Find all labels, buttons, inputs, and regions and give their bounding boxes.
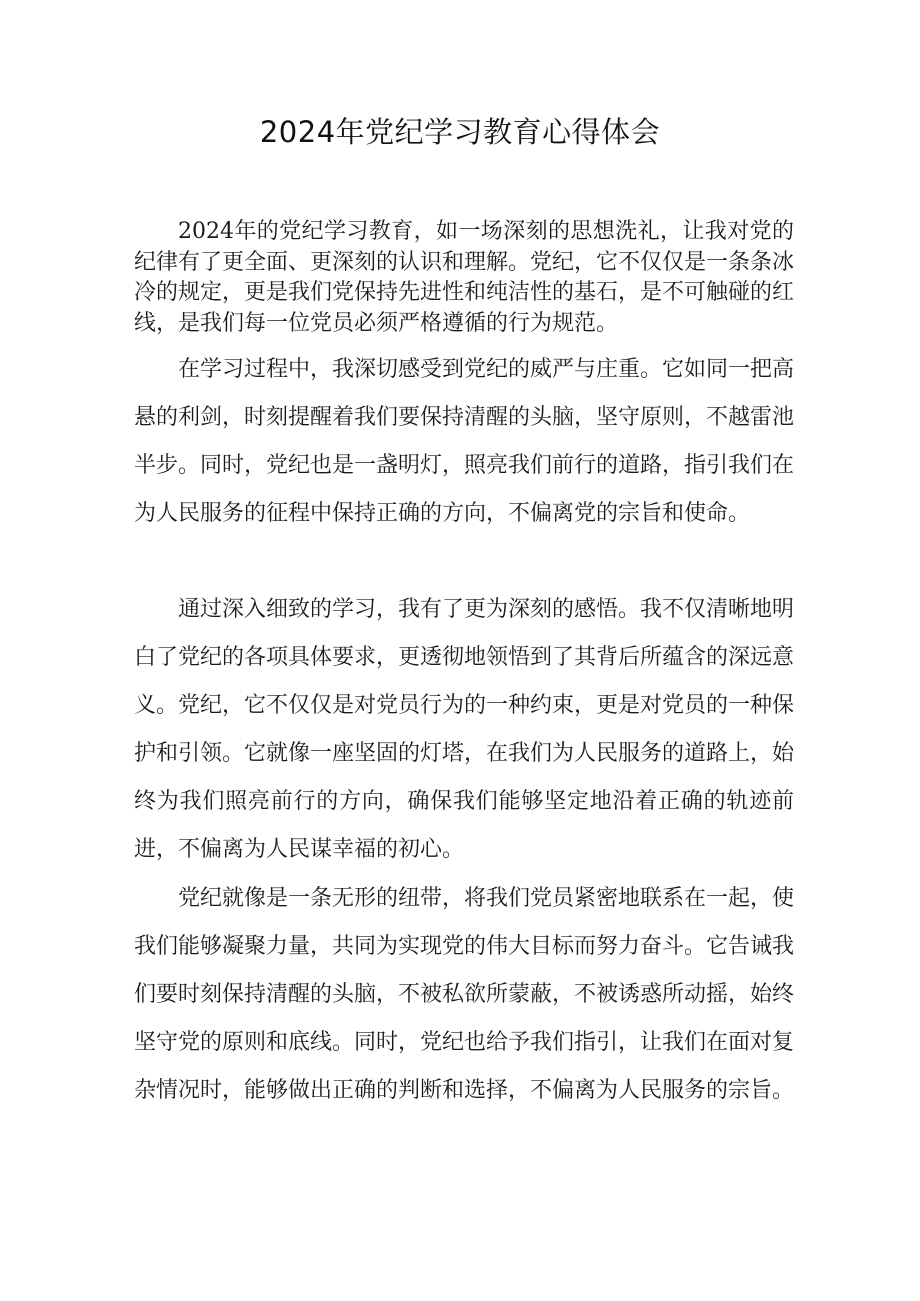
paragraph-4: 党纪就像是一条无形的纽带，将我们党员紧密地联系在一起，使我们能够凝聚力量，共同为实现党的伟大目标而努力奋斗。它告诫我们要时刻保持清醒的头脑，不被私欲所蒙蔽，不被诱惑所动摇，始终坚守党的原则和底线。同时，党纪也给予我们指引，让我们在面对复杂情况时，能够做出正确的判断和选择，不偏离为人民服务的宗旨。 [134, 886, 795, 1103]
paragraph-3: 通过深入细致的学习，我有了更为深刻的感悟。我不仅清晰地明白了党纪的各项具体要求，更透彻地领悟到了其背后所蕴含的深远意义。党纪，它不仅仅是对党员行为的一种约束，更是对党员的一种保护和引领。它就像一座坚固的灯塔，在我们为人民服务的道路上，始终为我们照亮前行的方向，确保我们能够坚定地沿着正确的轨迹前进，不偏离为人民谋幸福的初心。 [134, 597, 795, 862]
paragraph-1: 2024年的党纪学习教育，如一场深刻的思想洗礼，让我对党的纪律有了更全面、更深刻的认识和理解。党纪，它不仅仅是一条条冰冷的规定，更是我们党保持先进性和纯洁性的基石，是不可触碰的红线，是我们每一位党员必须严格遵循的行为规范。 [134, 219, 795, 336]
document-title: 2024年党纪学习教育心得体会 [259, 115, 661, 149]
paragraph-2: 在学习过程中，我深切感受到党纪的威严与庄重。它如同一把高悬的利剑，时刻提醒着我们要保持清醒的头脑，坚守原则，不越雷池半步。同时，党纪也是一盏明灯，照亮我们前行的道路，指引我们在为人民服务的征程中保持正确的方向，不偏离党的宗旨和使命。 [134, 357, 795, 526]
